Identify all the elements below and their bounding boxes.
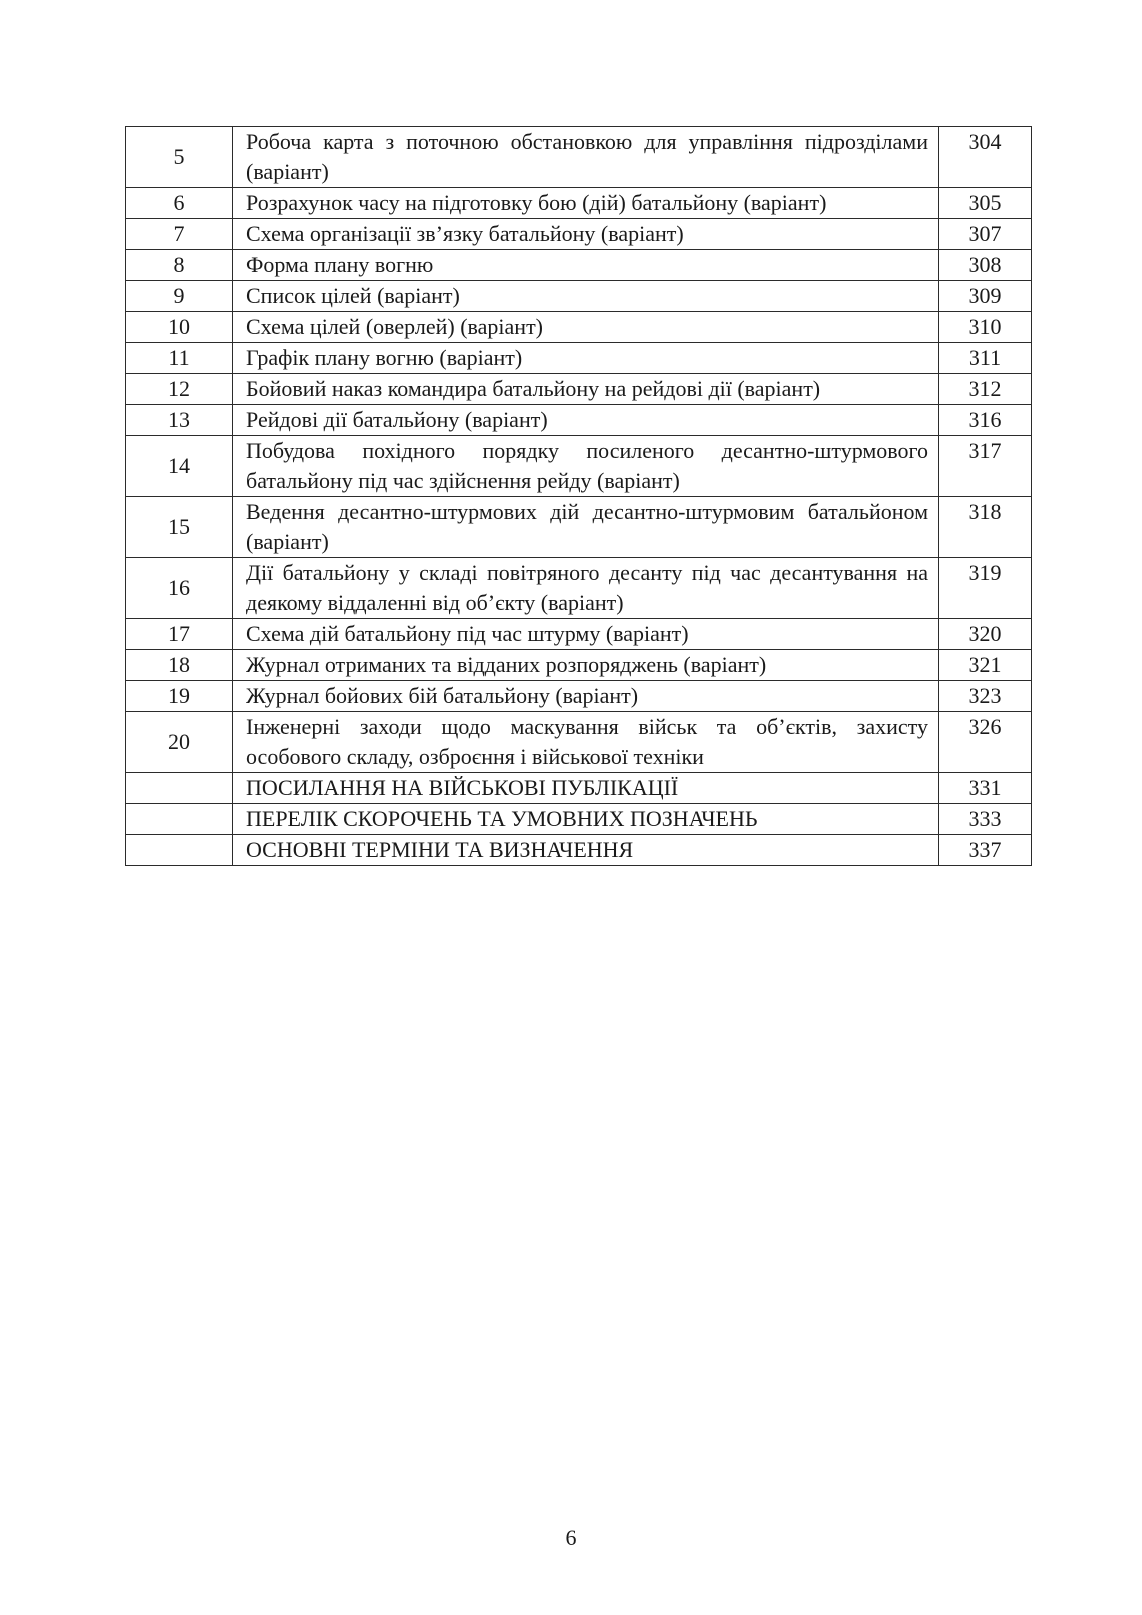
toc-row-number: 17 — [126, 619, 233, 650]
toc-row-page: 304 — [939, 127, 1032, 188]
toc-row-title: Журнал бойових бій батальйону (варіант) — [233, 681, 939, 712]
toc-row — [126, 619, 1032, 650]
toc-row-title: Дії батальйону у складі повітряного десанту під час десантування на деякому віддаленні від об’єкту (варіант) — [233, 558, 939, 619]
toc-row-page: 312 — [939, 374, 1032, 405]
toc-row-title: Розрахунок часу на підготовку бою (дій) батальйону (варіант) — [233, 188, 939, 219]
toc-row-page: 326 — [939, 712, 1032, 773]
toc-row — [126, 374, 1032, 405]
toc-row-page: 323 — [939, 681, 1032, 712]
toc-section-row — [126, 773, 1032, 804]
toc-row-number: 11 — [126, 343, 233, 374]
toc-row — [126, 497, 1032, 558]
toc-row-page: 321 — [939, 650, 1032, 681]
toc-section-title: ПОСИЛАННЯ НА ВІЙСЬКОВІ ПУБЛІКАЦІЇ — [233, 773, 939, 804]
toc-row-title: Схема дій батальйону під час штурму (варіант) — [233, 619, 939, 650]
toc-row-page: 311 — [939, 343, 1032, 374]
toc-row-title: Журнал отриманих та відданих розпоряджень (варіант) — [233, 650, 939, 681]
toc-row-number: 15 — [126, 497, 233, 558]
toc-row — [126, 127, 1032, 188]
toc-row-title: Побудова похідного порядку посиленого десантно-штурмового батальйону під час здійснення рейду (варіант) — [233, 436, 939, 497]
toc-row-number: 5 — [126, 127, 233, 188]
toc-row-page: 310 — [939, 312, 1032, 343]
toc-row — [126, 650, 1032, 681]
toc-row-title: Ведення десантно-штурмових дій десантно-штурмовим батальйоном (варіант) — [233, 497, 939, 558]
toc-row-page: 319 — [939, 558, 1032, 619]
toc-body — [126, 127, 1032, 866]
toc-row-title: Графік плану вогню (варіант) — [233, 343, 939, 374]
toc-row-number: 13 — [126, 405, 233, 436]
toc-row — [126, 681, 1032, 712]
toc-row-title: Робоча карта з поточною обстановкою для управління підрозділами (варіант) — [233, 127, 939, 188]
toc-section-title: ПЕРЕЛІК СКОРОЧЕНЬ ТА УМОВНИХ ПОЗНАЧЕНЬ — [233, 804, 939, 835]
toc-row — [126, 405, 1032, 436]
toc-row-page: 318 — [939, 497, 1032, 558]
toc-row — [126, 188, 1032, 219]
toc-row-page: 316 — [939, 405, 1032, 436]
toc-row-number: 20 — [126, 712, 233, 773]
toc-row-title: Форма плану вогню — [233, 250, 939, 281]
toc-row-page: 333 — [939, 804, 1032, 835]
toc-row — [126, 250, 1032, 281]
toc-row — [126, 712, 1032, 773]
toc-row-page: 317 — [939, 436, 1032, 497]
toc-section-title: ОСНОВНІ ТЕРМІНИ ТА ВИЗНАЧЕННЯ — [233, 835, 939, 866]
page-number: 6 — [565, 1525, 577, 1550]
toc-row-page: 305 — [939, 188, 1032, 219]
toc-row — [126, 558, 1032, 619]
toc-row-page: 309 — [939, 281, 1032, 312]
toc-row-number: 6 — [126, 188, 233, 219]
toc-row-number: 16 — [126, 558, 233, 619]
toc-row — [126, 281, 1032, 312]
toc-section-row — [126, 804, 1032, 835]
toc-row-title: Схема організації зв’язку батальйону (варіант) — [233, 219, 939, 250]
toc-row-number: 7 — [126, 219, 233, 250]
toc-row — [126, 312, 1032, 343]
toc-row-number — [126, 804, 233, 835]
toc-row — [126, 219, 1032, 250]
toc-row-number: 19 — [126, 681, 233, 712]
toc-row-number: 8 — [126, 250, 233, 281]
toc-row-title: Схема цілей (оверлей) (варіант) — [233, 312, 939, 343]
toc-table — [125, 126, 1032, 866]
toc-row — [126, 343, 1032, 374]
toc-row-number — [126, 773, 233, 804]
toc-row-title: Список цілей (варіант) — [233, 281, 939, 312]
toc-row-title: Інженерні заходи щодо маскування військ та об’єктів, захисту особового складу, озброєння і військової техніки — [233, 712, 939, 773]
toc-row-number: 9 — [126, 281, 233, 312]
toc-row-title: Рейдові дії батальйону (варіант) — [233, 405, 939, 436]
toc-row-page: 307 — [939, 219, 1032, 250]
toc-section-row — [126, 835, 1032, 866]
toc-row-number: 12 — [126, 374, 233, 405]
toc-row-title: Бойовий наказ командира батальйону на рейдові дії (варіант) — [233, 374, 939, 405]
toc-row-page: 308 — [939, 250, 1032, 281]
toc-row-page: 331 — [939, 773, 1032, 804]
toc-row-number: 14 — [126, 436, 233, 497]
toc-row — [126, 436, 1032, 497]
toc-row-page: 320 — [939, 619, 1032, 650]
toc-row-number: 18 — [126, 650, 233, 681]
toc-row-number: 10 — [126, 312, 233, 343]
toc-row-page: 337 — [939, 835, 1032, 866]
toc-row-number — [126, 835, 233, 866]
